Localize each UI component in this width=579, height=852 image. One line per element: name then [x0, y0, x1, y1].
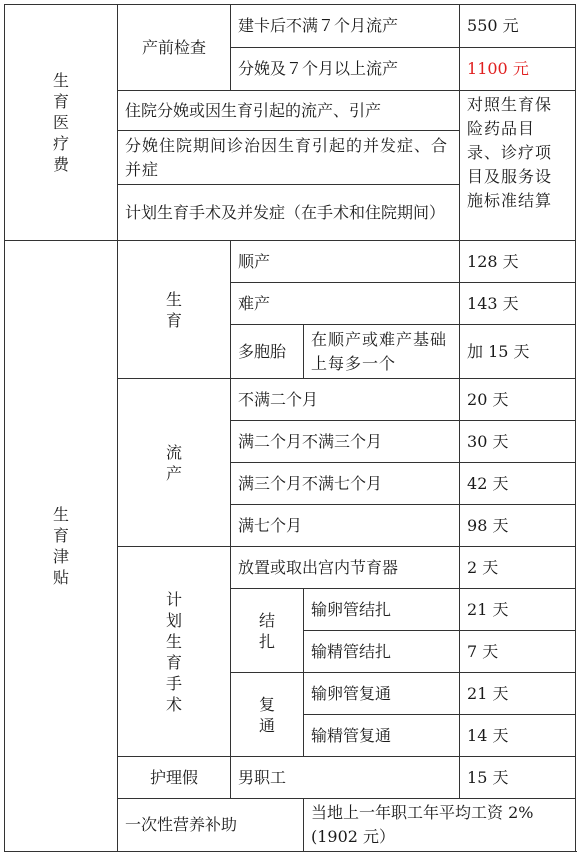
multiple-birth-desc: 在顺产或难产基础上每多一个 [304, 325, 460, 379]
ligation-row-label: 输精管结扎 [304, 631, 460, 673]
reversal-row-label: 输卵管复通 [304, 673, 460, 715]
multiple-birth-value: 加 15 天 [460, 325, 576, 379]
birth-label-cell: 生育 [118, 241, 231, 379]
prenatal-row-label: 建卡后不满７个月流产 [231, 5, 460, 48]
family-planning-label-cell: 计划生育手术 [118, 547, 231, 757]
reversal-label-cell: 复通 [231, 673, 304, 757]
nursing-leave-label: 护理假 [118, 757, 231, 799]
reversal-row-label: 输精管复通 [304, 715, 460, 757]
ligation-row-value: 21 天 [460, 589, 576, 631]
medical-item-cell: 计划生育手术及并发症（在手术和住院期间） [118, 185, 460, 241]
multiple-birth-label: 多胞胎 [231, 325, 304, 379]
ligation-row-value: 7 天 [460, 631, 576, 673]
nursing-leave-who: 男职工 [231, 757, 460, 799]
prenatal-row-label: 分娩及７个月以上流产 [231, 48, 460, 91]
category-allowance-cell: 生育津贴 [5, 241, 118, 852]
miscarriage-row-value: 30 天 [460, 421, 576, 463]
iud-label: 放置或取出宫内节育器 [231, 547, 460, 589]
nutrition-value: 当地上一年职工年平均工资 2%(1902 元） [304, 799, 576, 852]
miscarriage-row-label: 满七个月 [231, 505, 460, 547]
maternity-benefits-table [4, 4, 576, 852]
ligation-label-cell: 结扎 [231, 589, 304, 673]
birth-row-label: 顺产 [231, 241, 460, 283]
birth-row-value: 128 天 [460, 241, 576, 283]
category-medical-cell: 生育医疗费 [5, 5, 118, 241]
table-row [5, 241, 576, 283]
nutrition-label: 一次性营养补助 [118, 799, 304, 852]
iud-value: 2 天 [460, 547, 576, 589]
birth-row-value: 143 天 [460, 283, 576, 325]
prenatal-label-cell: 产前检查 [118, 5, 231, 91]
miscarriage-row-label: 满三个月不满七个月 [231, 463, 460, 505]
settlement-note-cell: 对照生育保险药品目录、诊疗项目及服务设施标准结算 [460, 91, 576, 241]
miscarriage-row-value: 42 天 [460, 463, 576, 505]
miscarriage-label-cell: 流产 [118, 379, 231, 547]
miscarriage-row-value: 98 天 [460, 505, 576, 547]
miscarriage-row-value: 20 天 [460, 379, 576, 421]
birth-row-label: 难产 [231, 283, 460, 325]
prenatal-row-value: 1100 元 [460, 48, 576, 91]
medical-item-cell: 住院分娩或因生育引起的流产、引产 [118, 91, 460, 131]
table-row [5, 5, 576, 48]
ligation-row-label: 输卵管结扎 [304, 589, 460, 631]
miscarriage-row-label: 不满二个月 [231, 379, 460, 421]
prenatal-row-value: 550 元 [460, 5, 576, 48]
medical-item-cell: 分娩住院期间诊治因生育引起的并发症、合并症 [118, 131, 460, 185]
reversal-row-value: 14 天 [460, 715, 576, 757]
reversal-row-value: 21 天 [460, 673, 576, 715]
nursing-leave-value: 15 天 [460, 757, 576, 799]
miscarriage-row-label: 满二个月不满三个月 [231, 421, 460, 463]
